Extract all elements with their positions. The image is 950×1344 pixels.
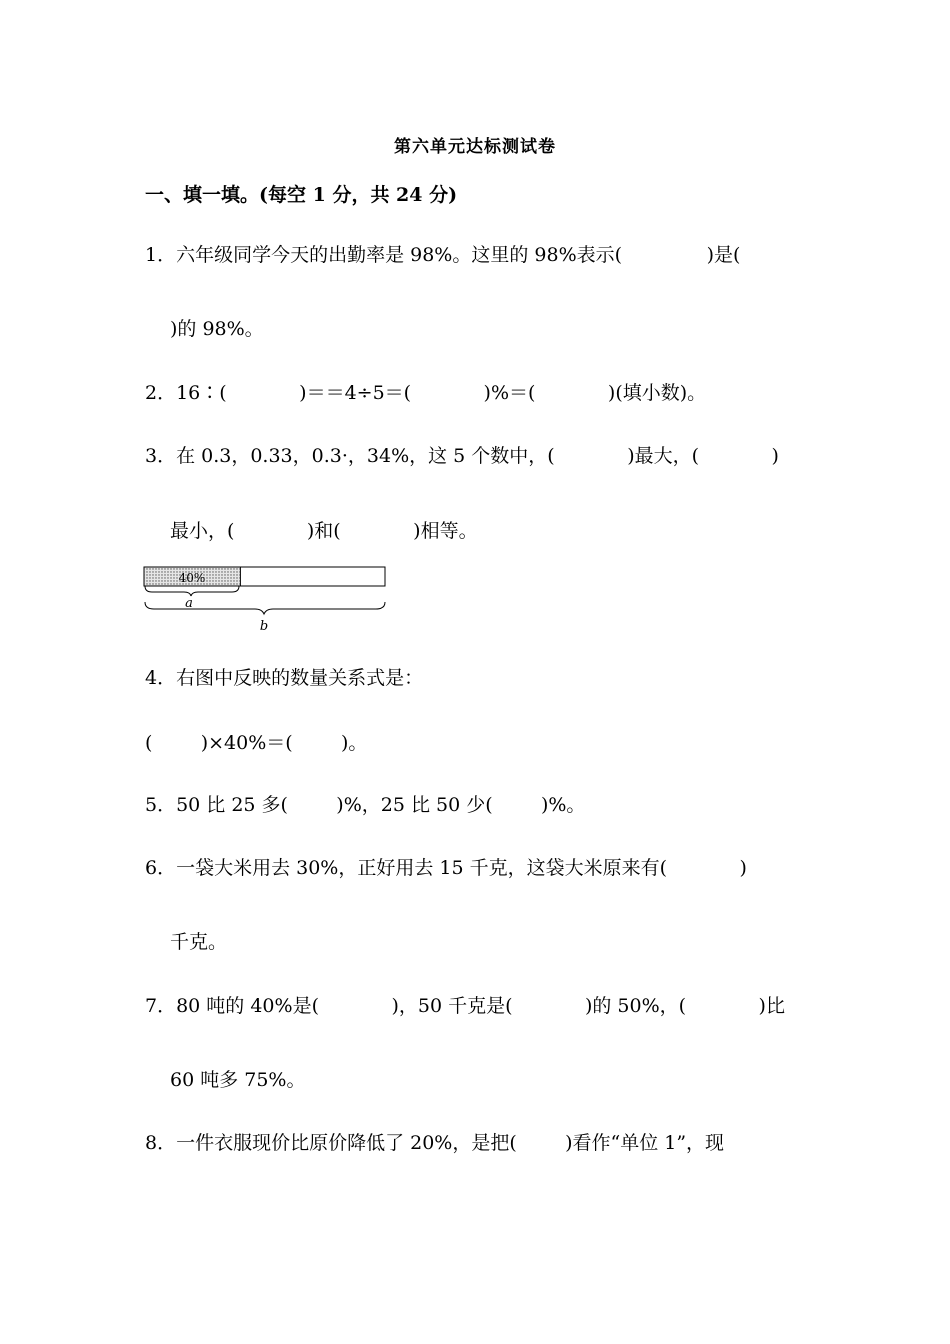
- question-7-line-2: 60 吨多 75%。: [170, 1069, 306, 1091]
- question-6-line-1: 6．一袋大米用去 30%，正好用去 15 千克，这袋大米原来有( ): [145, 857, 747, 879]
- question-7-line-1: 7．80 吨的 40%是( )，50 千克是( )的 50%，( )比: [145, 995, 785, 1017]
- question-6-line-2: 千克。: [170, 931, 228, 953]
- bar-percent-label: 40%: [178, 571, 206, 585]
- percent-bar-diagram: [140, 562, 400, 638]
- question-4-line-2: ( )×40%＝( )。: [145, 732, 368, 754]
- label-a: a: [185, 596, 193, 611]
- label-b: b: [259, 619, 269, 634]
- question-4-line-1: 4．右图中反映的数量关系式是：: [145, 667, 424, 689]
- question-8-line-1: 8．一件衣服现价比原价降低了 20%，是把( )看作“单位 1”，现: [145, 1132, 725, 1154]
- question-5-line-1: 5．50 比 25 多( )%，25 比 50 少( )%。: [145, 794, 586, 816]
- question-3-line-1: 3．在 0.3，0.33，0.3·，34%，这 5 个数中，( )最大，( ): [145, 445, 779, 467]
- section-heading: 一、填一填。(每空 1 分，共 24 分): [145, 184, 458, 206]
- page-title: 第六单元达标测试卷: [394, 137, 556, 157]
- question-2-line-1: 2．16∶( )＝＝4÷5＝( )%＝( )(填小数)。: [145, 382, 707, 404]
- question-1-line-2: )的 98%。: [170, 318, 264, 340]
- brace-b: [145, 602, 385, 614]
- question-1-line-1: 1．六年级同学今天的出勤率是 98%。这里的 98%表示( )是(: [145, 244, 741, 266]
- question-3-line-2: 最小，( )和( )相等。: [170, 520, 478, 542]
- brace-a: [145, 586, 239, 596]
